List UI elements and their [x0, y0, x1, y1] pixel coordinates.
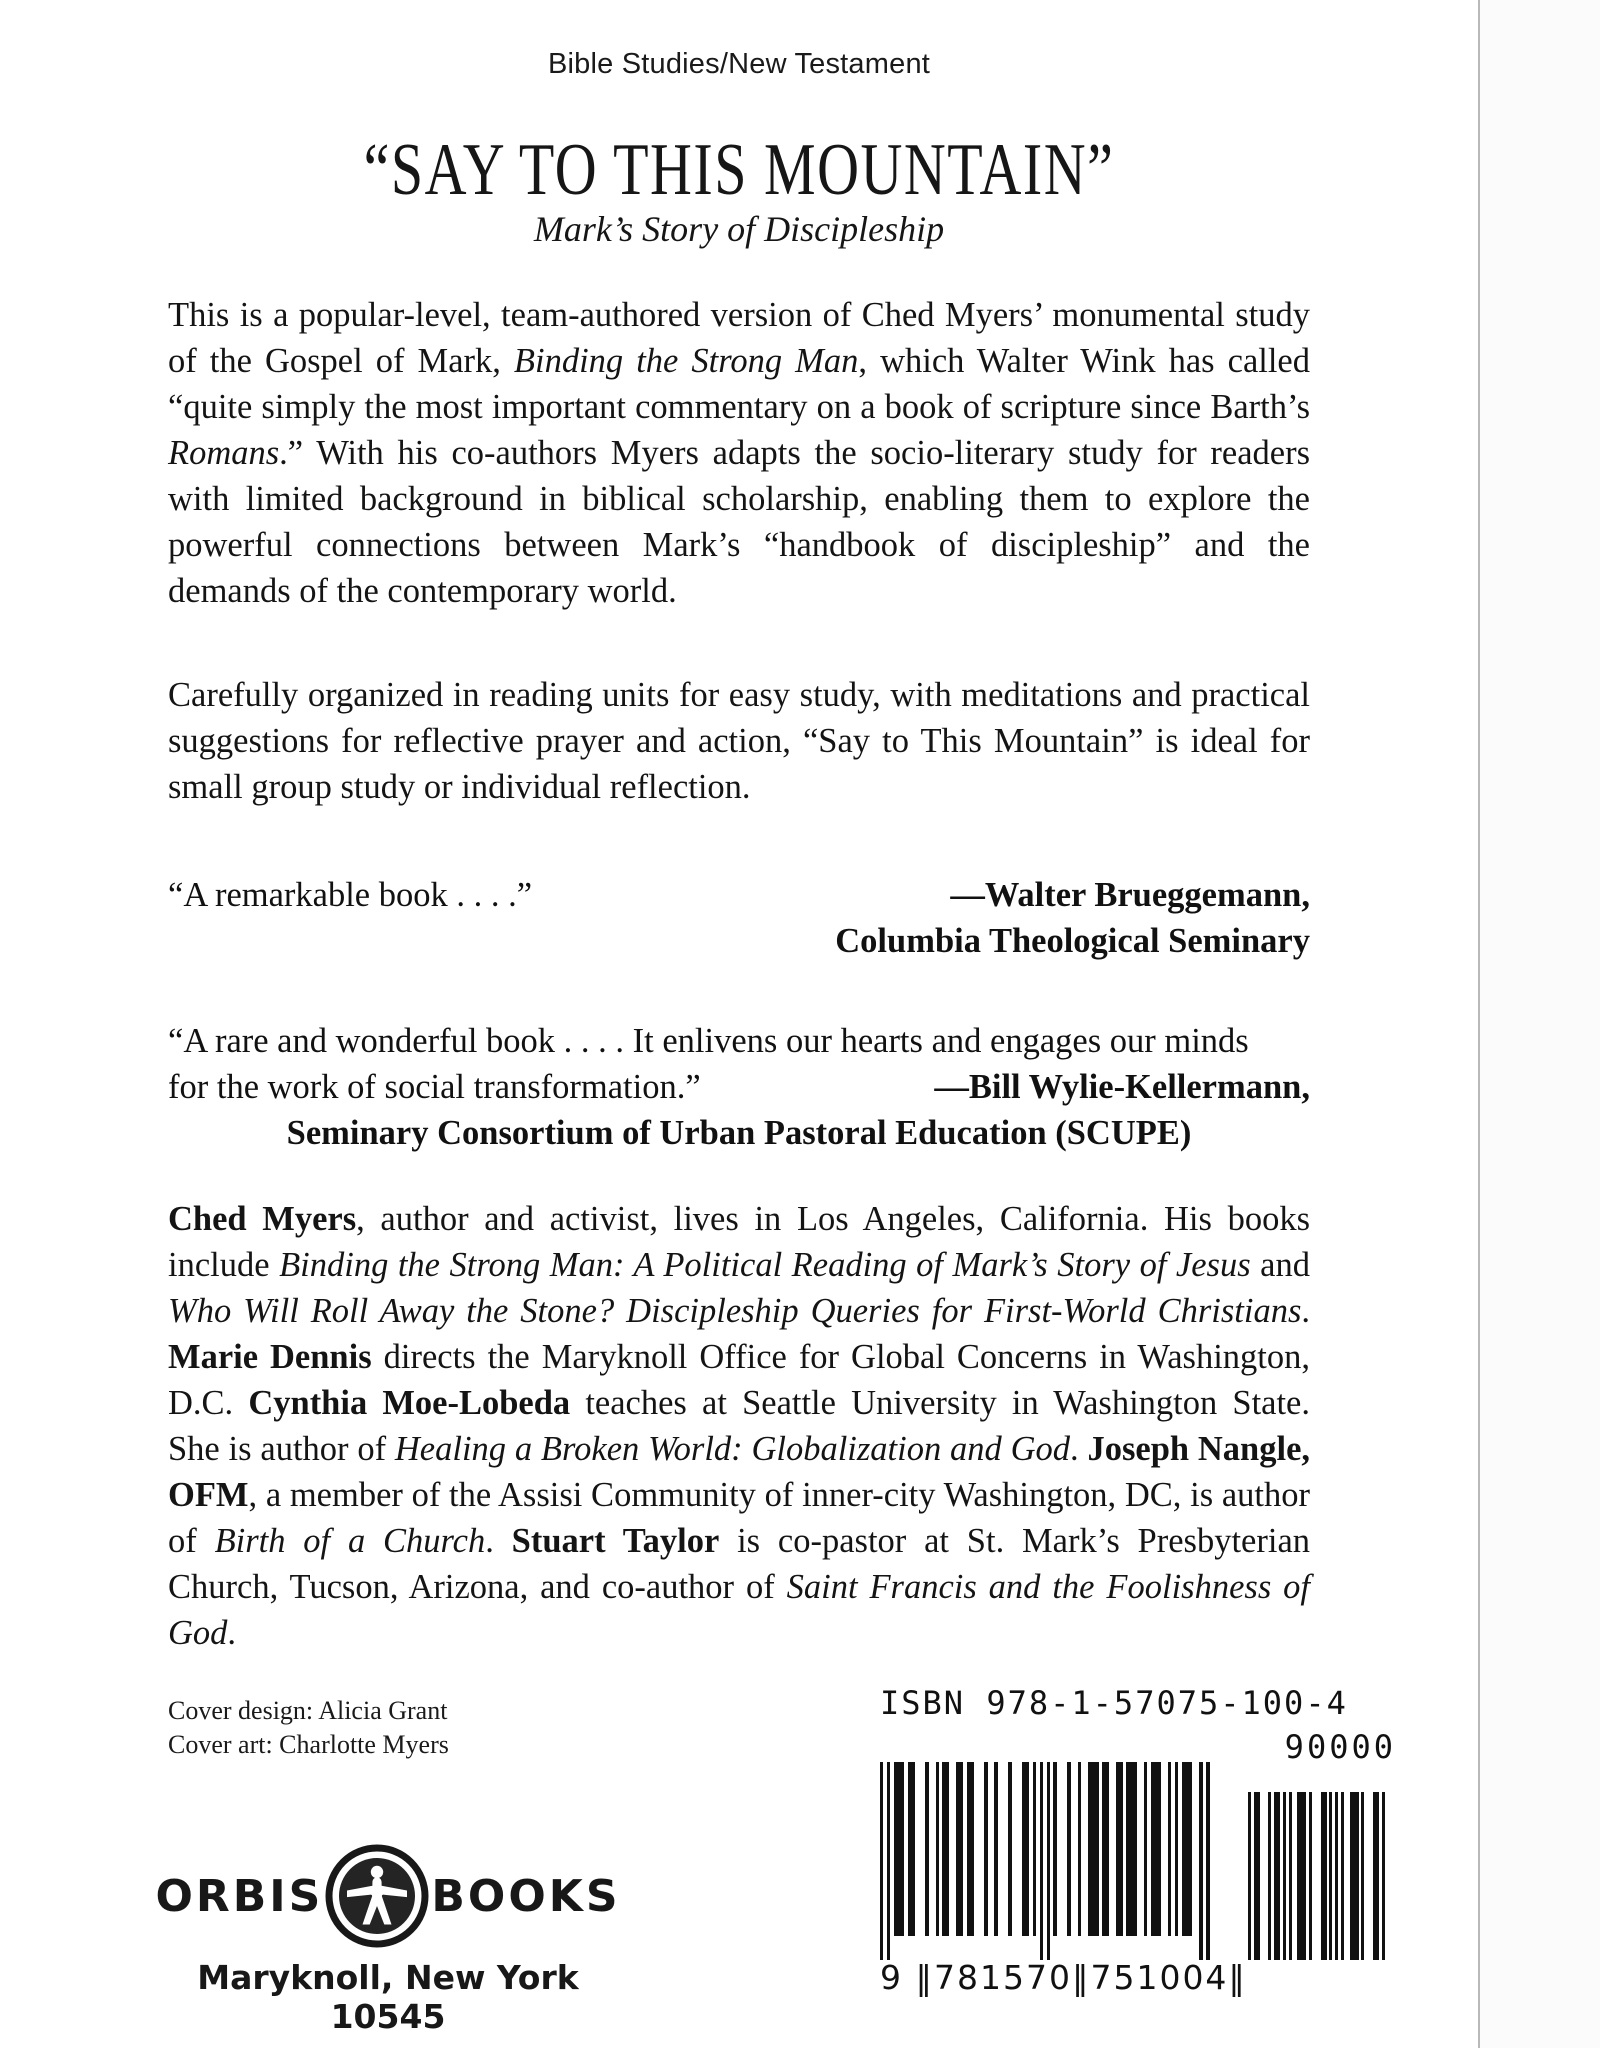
book-subtitle: Mark’s Story of Discipleship — [533, 209, 945, 249]
cover-credits — [168, 1694, 449, 1762]
book-title-binding-strong-man: Binding the Strong Man — [513, 342, 859, 380]
endorsement-attribution-affiliation: Seminary Consortium of Urban Pastoral Education (SCUPE) — [286, 1114, 1192, 1152]
book-title-healing-a-broken-world: Healing a Broken World: Globalization and God — [394, 1430, 1071, 1468]
ean5-addon-barcode — [1245, 1792, 1385, 1960]
endorsement-attribution-name: —Bill Wylie-Kellermann, — [934, 1068, 1310, 1106]
book-title-binding-strong-man-full: Binding the Strong Man: A Political Reading of Mark’s Story of Jesus — [279, 1246, 1251, 1284]
bio-text-segment: , a member of the Assisi Community of inner-city Washington, DC, is author of — [168, 1476, 1310, 1560]
desc-text-segment: .” With his co-authors Myers adapts the socio-literary study for readers with limited background in biblical scholarship, enabling them to explore the powerful connections between Mark’s “handbook of discipleship” and the demands of the contemporary world. — [168, 434, 1310, 610]
description-paragraph-2: Carefully organized in reading units for easy study, with meditations and practical suggestions for reflective prayer and action, “Say to This Mountain” is ideal for small group study or individual reflection. — [168, 676, 1310, 806]
ean13-barcode — [880, 1762, 1210, 1960]
publisher-block — [155, 1840, 621, 2036]
author-name-marie-dennis: Marie Dennis — [168, 1338, 372, 1376]
book-title-saint-francis-and-the-foolishness-of-god: Saint Francis and the Foolishness of God — [168, 1568, 1310, 1652]
price-addon-code: 90000 — [1284, 1728, 1396, 1766]
publisher-name-orbis: ORBIS — [155, 1870, 324, 1922]
bio-text-segment: . — [485, 1522, 512, 1560]
publisher-address: Maryknoll, New York 10545 — [197, 1958, 579, 2036]
endorsement-attribution-affiliation: Columbia Theological Seminary — [835, 922, 1310, 960]
bio-text-segment: . — [1070, 1430, 1088, 1468]
bio-text-segment: . — [227, 1614, 237, 1652]
cover-art-credit: Cover art: Charlotte Myers — [168, 1730, 449, 1759]
endorsement-wylie-kellermann — [168, 1018, 1310, 1156]
book-title: “SAY TO THIS MOUNTAIN” — [363, 127, 1115, 211]
bio-text-segment: . — [1301, 1292, 1310, 1330]
barcode-group — [880, 1762, 1400, 1977]
desc-text-segment: This is a popular-level, team-authored version of Ched Myers’ monumental study of the Gospel of Mark, — [168, 296, 1310, 380]
book-title-who-will-roll-away-the-stone: Who Will Roll Away the Stone? Discipleship Queries for First-World Christians — [168, 1292, 1302, 1330]
book-title-birth-of-a-church: Birth of a Church — [214, 1522, 486, 1560]
isbn-block — [880, 1684, 1400, 1766]
bio-text-segment: teaches at Seattle University in Washington State. She is author of — [168, 1384, 1310, 1468]
endorsement-quote-line-2: for the work of social transformation.” — [168, 1068, 701, 1106]
endorsement-attribution-name: —Walter Brueggemann, — [950, 876, 1310, 914]
bio-text-segment: is co-pastor at St. Mark’s Presbyterian Church, Tucson, Arizona, and co-author of — [168, 1522, 1311, 1606]
isbn-number: ISBN 978-1-57075-100-4 — [880, 1684, 1348, 1722]
author-name-stuart-taylor: Stuart Taylor — [511, 1522, 720, 1560]
bio-text-segment: directs the Maryknoll Office for Global Concerns in Washington, D.C. — [168, 1338, 1311, 1422]
description-paragraph-1 — [168, 292, 1310, 614]
bio-text-segment: , author and activist, lives in Los Angeles, California. His books include — [168, 1200, 1310, 1284]
author-bios-paragraph — [168, 1196, 1310, 1656]
ean13-human-readable-digits: 9 ‖781570‖751004‖ — [880, 1958, 1247, 1997]
author-name-cynthia-moe-lobeda: Cynthia Moe-Lobeda — [248, 1384, 571, 1422]
endorsement-quote-line-1: “A rare and wonderful book . . . . It enlivens our hearts and engages our minds — [168, 1022, 1249, 1060]
orbis-figure-logo-icon — [325, 1844, 429, 1948]
author-name-ched-myers: Ched Myers — [168, 1200, 357, 1238]
cover-design-credit: Cover design: Alicia Grant — [168, 1696, 448, 1725]
publisher-name-books: BOOKS — [431, 1870, 621, 1922]
category-label: Bible Studies/New Testament — [547, 48, 931, 80]
bio-text-segment: and — [1250, 1246, 1310, 1284]
endorsement-brueggemann — [168, 872, 1310, 964]
author-name-joseph-nangle: Joseph Nangle, OFM — [168, 1430, 1311, 1514]
book-title-romans: Romans — [168, 434, 280, 472]
desc-text-segment: , which Walter Wink has called “quite simply the most important commentary on a book of scripture since Barth’s — [168, 342, 1310, 426]
endorsement-quote: “A remarkable book . . . .” — [168, 876, 533, 914]
spine-edge-strip — [1480, 0, 1600, 2048]
